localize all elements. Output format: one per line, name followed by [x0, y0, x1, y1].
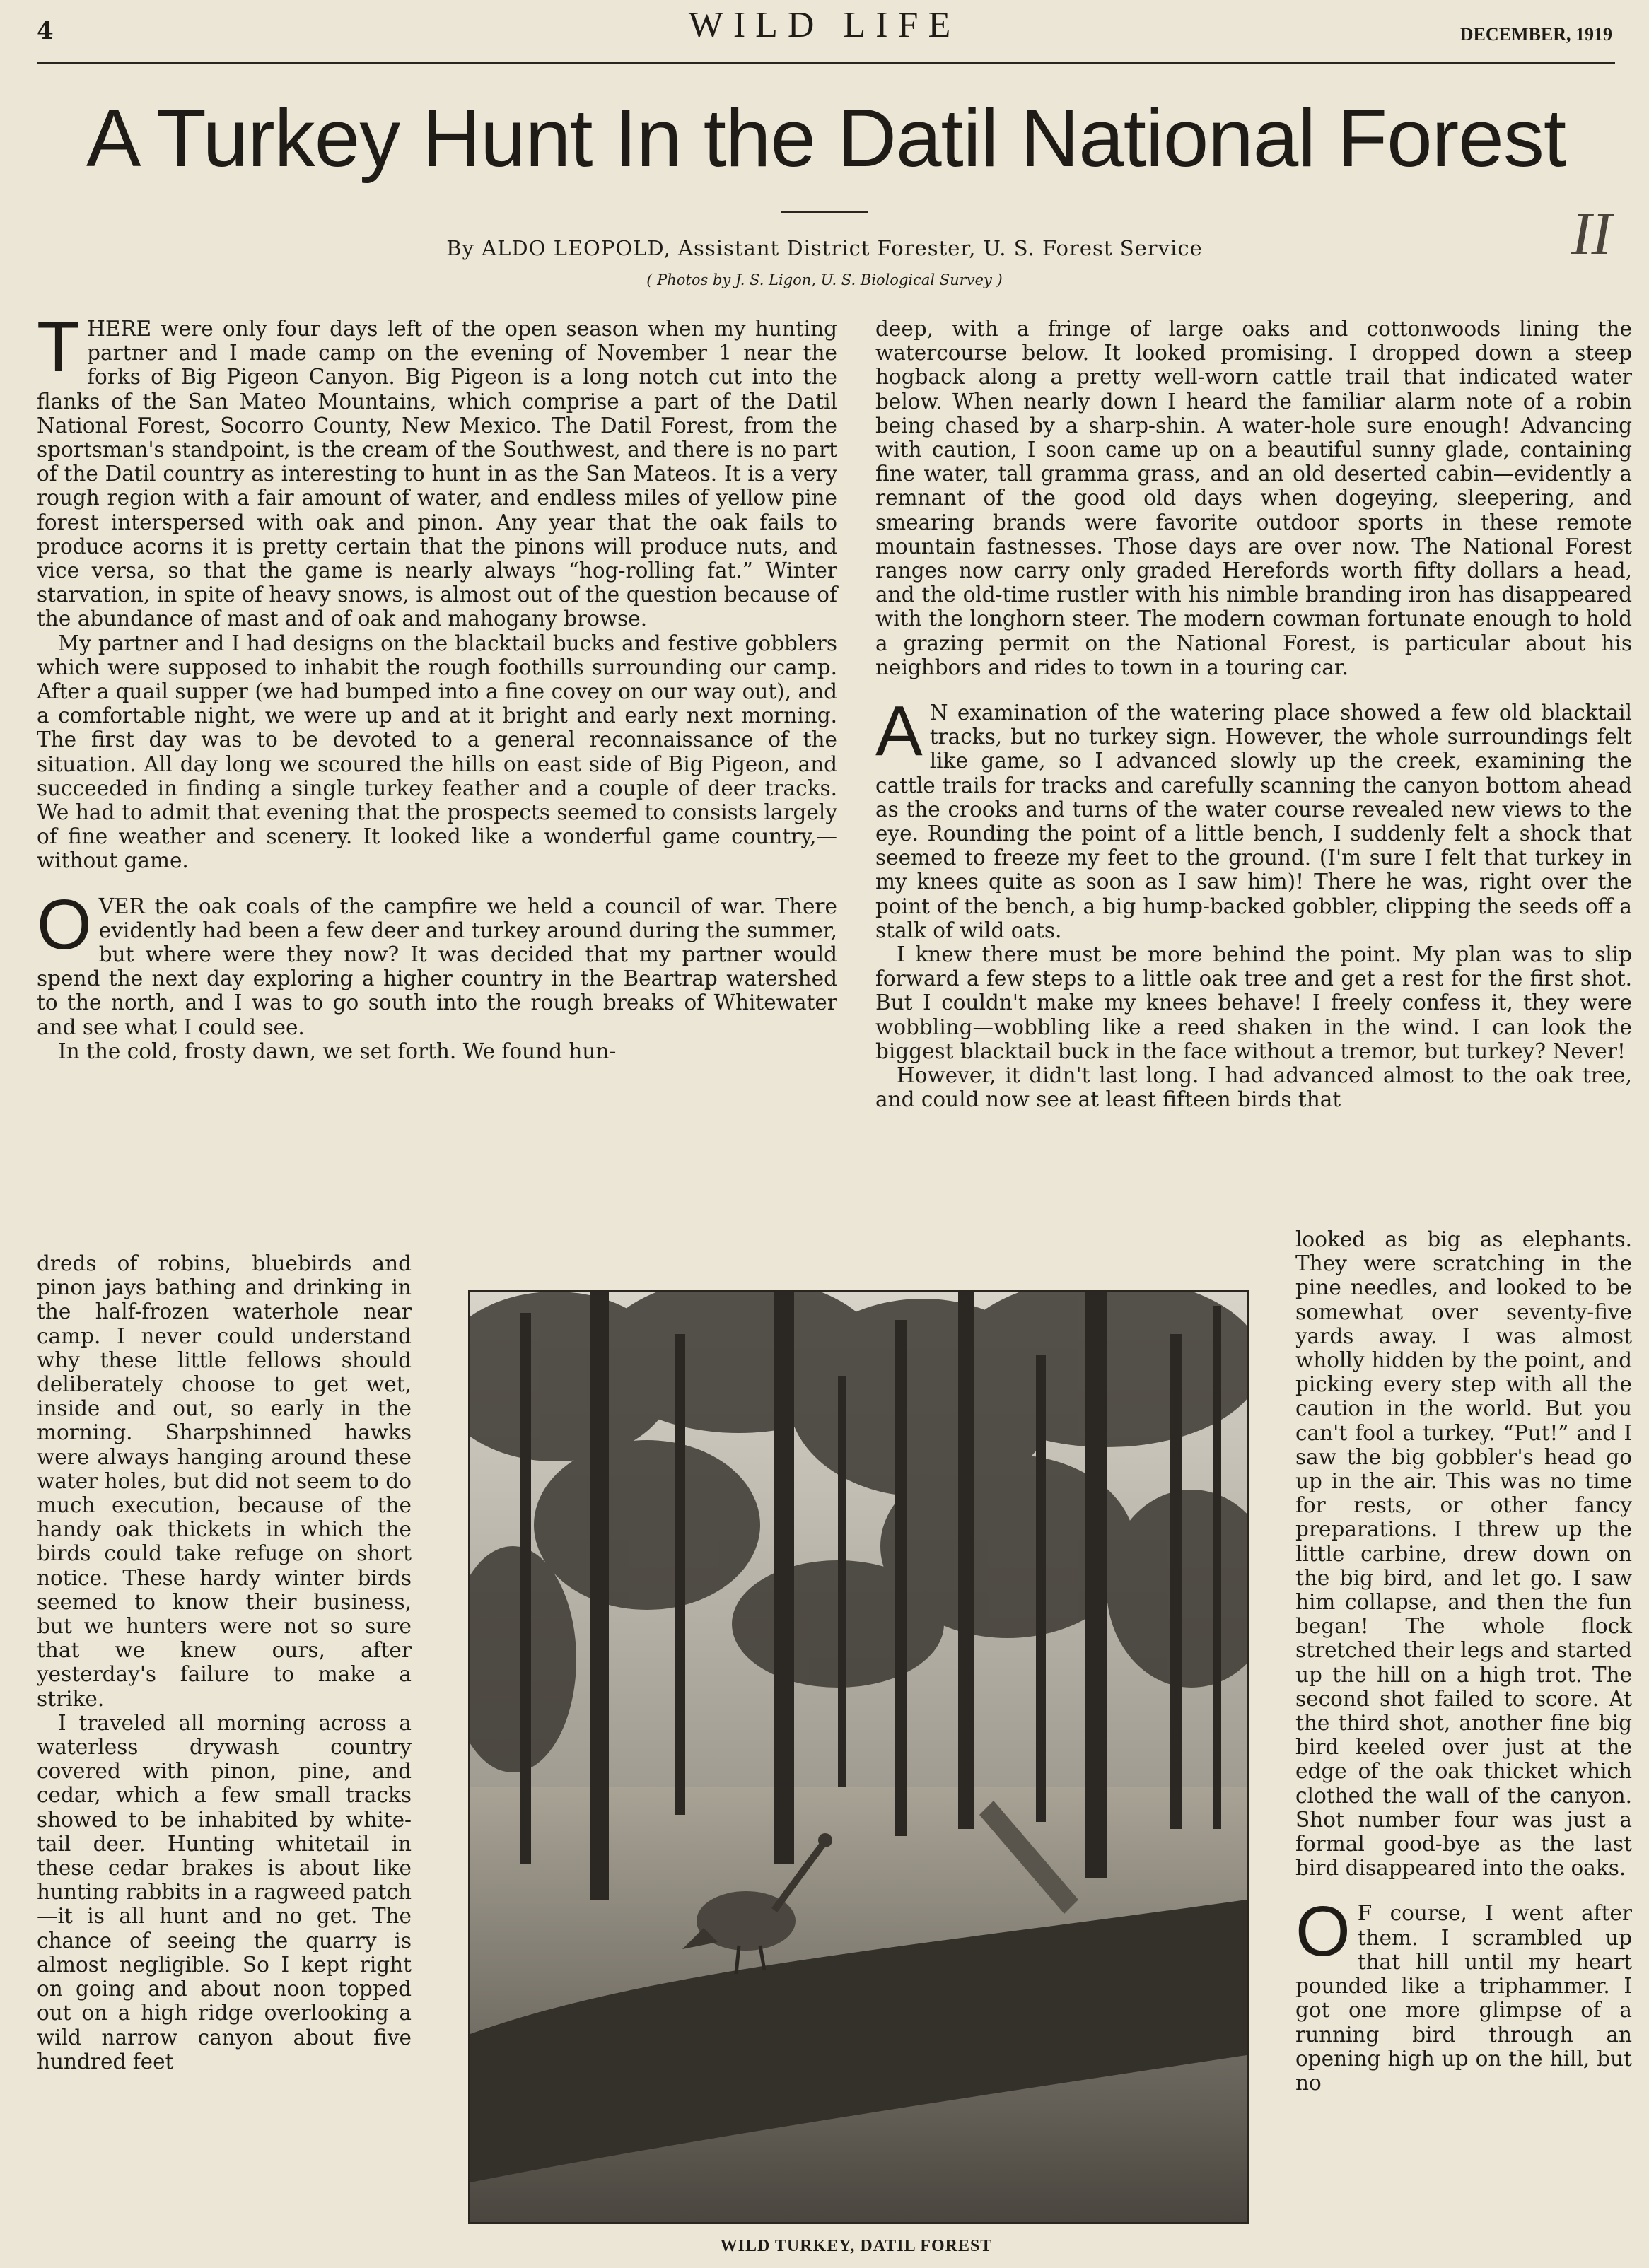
margin-mark: II: [1571, 199, 1612, 267]
turkey-photo: [468, 1290, 1249, 2224]
article-title: A Turkey Hunt In the Datil National Forest: [86, 92, 1566, 184]
paragraph: dreds of robins, bluebirds and pinon jays bathing and drinking in the half-frozen waterhole near camp. I never could understand why these little fellows should deliberately choose to get wet, inside and out, so early in the morning. Sharpshinned hawks were always hanging around these water holes, but did not seem to do much execution, because of the handy oak thickets in which the birds could take refuge on short notice. These hardy winter birds seemed to know their business, but we hunters were not so sure that we knew ours, after yesterday's failure to make a strike.: [37, 1251, 412, 1711]
paragraph: However, it didn't last long. I had advanced almost to the oak tree, and could now see at least fifteen birds that: [875, 1063, 1632, 1112]
column-right-narrow: [1295, 1227, 1632, 2095]
drop-cap: O: [37, 884, 92, 964]
column-left-top: [37, 308, 837, 1063]
paragraph: looked as big as elephants. They were scratching in the pine needles, and looked to be somewhat over seventy-five yards away. I was almost wholly hidden by the point, and picking every step with all the caution in the world. But you can't fool a turkey. “Put!” and I saw the big gobbler's head go up in the air. This was no time for rests, or other fancy preparations. I threw up the little carbine, drew down on the big bird, and let go. I saw him collapse, and then the fun began! The whole flock stretched their legs and started up the hill on a high trot. The second shot failed to score. At the third shot, another fine big bird keeled over just at the edge of the oak thicket which clothed the wall of the canyon. Shot number four was just a formal good-bye as the last bird disappeared into the oaks.: [1295, 1227, 1632, 1881]
drop-cap: T: [37, 308, 81, 387]
paragraph: O F course, I went after them. I scrambled up that hill until my heart pounded like a triphammer. I got one more glimpse of a running bird through an opening high up on the hill, but no: [1295, 1892, 1632, 2095]
paragraph: A N examination of the watering place showed a few old blacktail tracks, but no turkey sign. However, the whole surroundings felt like game, so I advanced slowly up the creek, examining the cattle trails for tracks and carefully scanning the canyon bottom ahead as the crooks and turns of the water course revealed new views to the eye. Rounding the point of a little bench, I suddenly felt a shock that seemed to freeze my feet to the ground. (I'm sure I felt that turkey in my knees quite as soon as I saw him)! There he was, right over the point of the bench, a big hump-backed gobbler, clipping the seeds off a stalk of wild oats.: [875, 691, 1632, 942]
forest-illustration: [470, 1292, 1247, 2222]
drop-cap: A: [875, 691, 923, 771]
paragraph: My partner and I had designs on the blacktail bucks and festive gobblers which were supposed to inhabit the rough foothills surrounding our camp. After a quail supper (we had bumped into a fine covey on our way out), and a comfortable night, we were up and at it bright and early next morning. The first day was to be devoted to a general reconnaissance of the situation. All day long we scoured the hills on east side of Big Pigeon, and succeeded in finding a single turkey feather and a couple of deer tracks. We had to admit that evening that the prospects seemed to consists largely of fine weather and scenery. It looked like a wonderful game country,—without game.: [37, 631, 837, 873]
paragraph: I traveled all morning across a waterless drywash country covered with pinon, pine, and cedar, which a few small tracks showed to be inhabited by white-tail deer. Hunting whitetail in these cedar brakes is about like hunting rabbits in a ragweed patch—it is all hunt and no get. The chance of seeing the quarry is almost negligible. So I kept right on going and about noon topped out on a high ridge overlooking a wild narrow canyon about five hundred feet: [37, 1710, 412, 2074]
photo-caption: WILD TURKEY, DATIL FOREST: [720, 2237, 993, 2255]
issue-date: DECEMBER, 1919: [1459, 24, 1612, 45]
paragraph: THERE were only four days left of the open season when my hunting partner and I made camp on the evening of November 1 near the forks of Big Pigeon Canyon. Big Pigeon is a long notch cut into the flanks of the San Mateo Mountains, which comprise a part of the Datil National Forest, Socorro County, New Mexico. The Datil Forest, from the sportsman's standpoint, is the cream of the Southwest, and there is no part of the Datil country as interesting to hunt in as the San Mateos. It is a very rough region with a fair amount of water, and endless miles of yellow pine forest interspersed with oak and pinon. Any year that the oak fails to produce acorns it is pretty certain that the pinons will produce nuts, and vice versa, so that the game is nearly always “hog-rolling fat.” Winter starvation, in spite of heavy snows, is almost out of the question because of the abundance of mast and of oak and mahogany browse.: [37, 308, 837, 631]
header-rule: [37, 62, 1615, 64]
paragraph: I knew there must be more behind the point. My plan was to slip forward a few steps to a little oak tree and get a rest for the first shot. But I couldn't make my knees behave! I freely confess it, they were wobbling—wobbling like a reed shaken in the wind. I can look the biggest blacktail buck in the face without a tremor, but turkey? Never!: [875, 942, 1632, 1063]
paragraph: In the cold, frosty dawn, we set forth. We found hun-: [58, 1039, 617, 1063]
photo-credit: ( Photos by J. S. Ligon, U. S. Biological Survey ): [646, 271, 1003, 288]
magazine-title: WILD LIFE: [688, 5, 961, 45]
paragraph: OVER the oak coals of the campfire we held a council of war. There evidently had been a few deer and turkey around during the summer, but where were they now? It was decided that my partner would spend the next day exploring a higher country in the Beartrap watershed to the north, and I was to go south into the rough breaks of Whitewater and see what I could see.: [37, 884, 837, 1039]
column-right-top: [875, 317, 1632, 1112]
page-number: 4: [37, 17, 54, 45]
paragraph: deep, with a fringe of large oaks and cottonwoods lining the watercourse below. It looked promising. I dropped down a steep hogback along a pretty well-worn cattle trail that indicated water below. When nearly down I heard the familiar alarm note of a robin being chased by a sharp-shin. A water-hole sure enough! Advancing with caution, I soon came up on a beautiful sunny glade, containing fine water, tall gramma grass, and an old deserted cabin—evidently a remnant of the good old days when dogeying, sleepering, and smearing brands were favorite outdoor sports in these remote mountain fastnesses. Those days are over now. The National Forest ranges now carry only graded Herefords worth fifty dollars a head, and the old-time rustler with his nimble branding iron has disappeared with the longhorn steer. The modern cowman fortunate enough to hold a grazing permit on the National Forest, is particular about his neighbors and rides to town in a touring car.: [875, 317, 1632, 679]
column-left-narrow: [37, 1251, 412, 2074]
byline: By ALDO LEOPOLD, Assistant District Forester, U. S. Forest Service: [446, 236, 1203, 260]
title-divider: [781, 211, 868, 213]
drop-cap: O: [1295, 1892, 1351, 1972]
